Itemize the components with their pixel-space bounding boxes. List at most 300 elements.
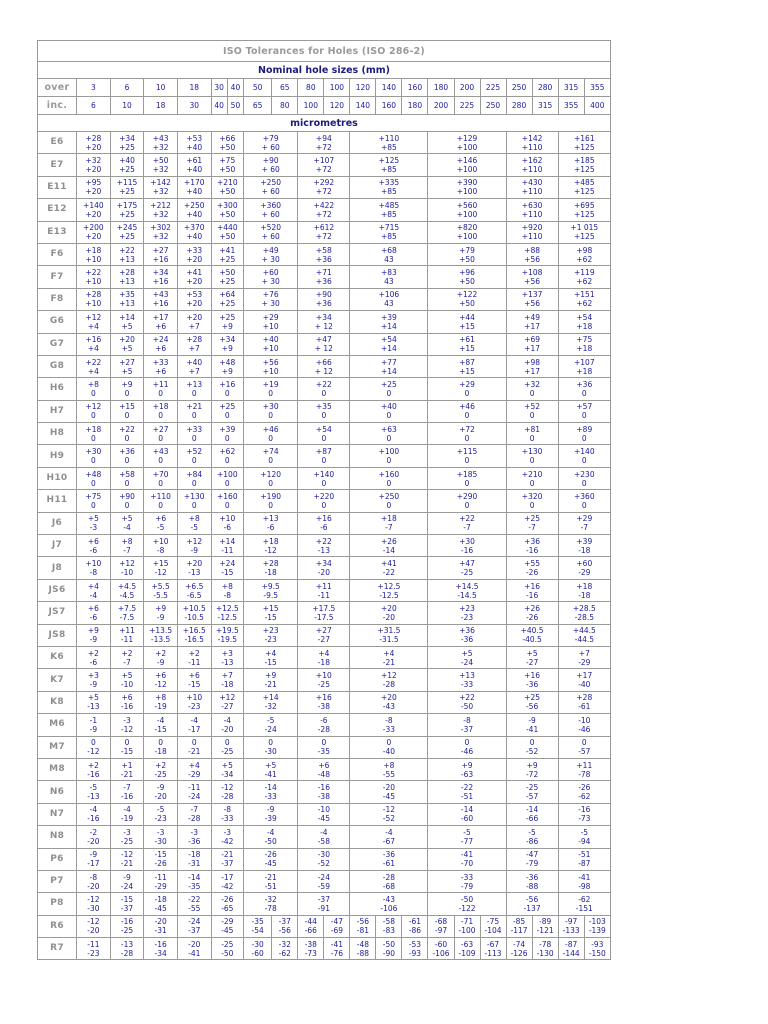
over-size-cell: 30 [211,79,227,97]
upper-deviation: +4 [383,648,395,658]
lower-deviation: 0 [529,433,535,443]
lower-deviation: -4 [89,590,98,600]
lower-deviation: +20 [85,209,102,219]
tolerance-cell [402,915,428,937]
tolerance-cell [244,266,298,288]
grade-label: H11 [38,490,77,512]
tolerance-cell [428,176,506,198]
upper-deviation: 0 [321,738,327,748]
tolerance-cell [211,803,244,825]
upper-deviation: +25 [219,312,236,322]
grade-row [38,758,611,780]
upper-deviation: 0 [581,738,587,748]
upper-deviation: -53 [408,939,422,949]
tolerance-cell [110,266,144,288]
upper-deviation: +520 [260,223,281,233]
tolerance-cell [558,199,610,221]
lower-deviation: -36 [188,836,201,846]
grade-label: E7 [38,154,77,176]
tolerance-cell [506,467,558,489]
tolerance-cell [177,199,211,221]
upper-deviation: +32 [524,379,540,389]
upper-deviation: +335 [378,178,400,188]
upper-deviation: +29 [576,514,593,524]
upper-deviation: +160 [378,469,400,479]
lower-deviation: -19 [120,814,134,824]
upper-deviation: +46 [262,424,279,434]
upper-deviation: -7 [123,783,131,793]
tolerance-cell [376,938,402,960]
tolerance-cell [244,512,298,534]
tolerance-cell [77,803,111,825]
tolerance-cell [558,512,610,534]
tolerance-cell [77,154,111,176]
upper-deviation: -93 [591,939,604,949]
tolerance-cell [298,602,350,624]
tolerance-cell [144,736,178,758]
upper-deviation: +18 [381,514,397,524]
upper-deviation: +8 [87,379,99,389]
upper-deviation: +100 [217,469,238,479]
lower-deviation: +85 [381,232,397,242]
tolerance-cell [144,266,178,288]
tolerance-cell [211,736,244,758]
lower-deviation: -7 [463,523,471,533]
tolerance-cell [558,579,610,601]
upper-deviation: +110 [150,491,171,501]
upper-deviation: +11 [315,581,332,591]
upper-deviation: +2 [87,760,99,770]
lower-deviation: -61 [578,702,591,712]
inc-size-cell: 30 [177,97,211,115]
upper-deviation: +160 [217,491,238,501]
upper-deviation: +122 [456,290,478,300]
upper-deviation: +40.5 [520,626,544,636]
lower-deviation: -16 [525,545,539,555]
tolerance-cell [144,445,178,467]
upper-deviation: +7 [221,671,233,681]
lower-deviation: -15 [264,612,277,622]
upper-deviation: +88 [524,245,540,255]
lower-deviation: -126 [510,948,528,958]
lower-deviation: 0 [158,456,163,466]
upper-deviation: +52 [524,402,540,412]
lower-deviation: -30 [87,903,100,913]
upper-deviation: 0 [464,738,470,748]
lower-deviation: -16.5 [184,635,204,645]
tolerance-cell [428,579,506,601]
tolerance-cell [244,624,298,646]
upper-deviation: +22 [315,379,332,389]
lower-deviation: -43 [382,702,396,712]
tolerance-cell [584,938,610,960]
upper-deviation: +68 [381,245,397,255]
upper-deviation: +98 [524,357,540,367]
tolerance-cell [144,400,178,422]
tolerance-cell [558,333,610,355]
lower-deviation: +20 [85,187,102,197]
over-size-cell: 6 [110,79,144,97]
grade-row [38,714,611,736]
upper-deviation: +119 [574,268,595,278]
tolerance-cell [177,557,211,579]
tolerance-cell [350,199,428,221]
lower-deviation: 0 [158,500,163,510]
lower-deviation: +50 [219,232,236,242]
grade-label: N6 [38,781,77,803]
upper-deviation: -9 [89,850,98,860]
grade-row [38,826,611,848]
lower-deviation: -17 [188,724,201,734]
tolerance-cell [177,758,211,780]
upper-deviation: +48 [219,357,236,367]
tolerance-cell [144,557,178,579]
upper-deviation: +90 [262,156,279,166]
lower-deviation: +62 [576,299,593,309]
lower-deviation: -37 [221,859,234,869]
lower-deviation: -18 [221,680,234,690]
lower-deviation: +16 [152,277,169,287]
grade-label: H6 [38,378,77,400]
upper-deviation: +715 [378,223,400,233]
lower-deviation: -12 [154,568,167,578]
over-size-cell: 315 [558,79,584,97]
lower-deviation: -28 [188,814,201,824]
tolerance-cell [298,938,324,960]
tolerance-cell [244,803,298,825]
over-size-cell: 160 [402,79,428,97]
tolerance-cell [428,378,506,400]
tolerance-cell [350,915,376,937]
tolerance-cell [177,646,211,668]
upper-deviation: -50 [460,894,474,904]
lower-deviation: + 60 [261,232,280,242]
upper-deviation: -5 [528,827,536,837]
grade-label: G6 [38,311,77,333]
tolerance-cell [77,646,111,668]
upper-deviation: +10 [219,514,236,524]
upper-deviation: +50 [152,156,169,166]
grade-label: K6 [38,646,77,668]
tolerance-cell [110,646,144,668]
tolerance-cell [144,423,178,445]
lower-deviation: +4 [87,344,99,354]
tolerance-cell [428,243,506,265]
tolerance-cell [144,221,178,243]
tolerance-cell [428,132,506,154]
upper-deviation: +41 [219,245,236,255]
upper-deviation: +22 [459,514,475,524]
lower-deviation: -73 [578,814,591,824]
tolerance-cell [428,512,506,534]
upper-deviation: -3 [190,827,198,837]
upper-deviation: -24 [317,872,330,882]
upper-deviation: -20 [154,917,167,927]
tolerance-cell [177,624,211,646]
lower-deviation: -16 [525,590,539,600]
lower-deviation: -24 [264,724,277,734]
upper-deviation: +8 [188,514,200,524]
lower-deviation: +110 [521,142,543,152]
upper-deviation: -33 [460,872,474,882]
grade-row [38,646,611,668]
tolerance-cell [298,736,350,758]
upper-deviation: +16 [315,514,332,524]
lower-deviation: -20 [317,568,330,578]
tolerance-cell [428,311,506,333]
upper-deviation: +49 [524,312,540,322]
table-title: ISO Tolerances for Holes (ISO 286-2) [38,41,611,62]
tolerance-cell [428,870,506,892]
lower-deviation: -46 [460,747,474,757]
lower-deviation: +9 [221,366,233,376]
lower-deviation: -87 [578,859,591,869]
tolerance-cell [298,490,350,512]
upper-deviation: +212 [150,200,171,210]
tolerance-cell [177,378,211,400]
lower-deviation: 0 [191,433,197,443]
tolerance-cell [144,154,178,176]
grade-label: H10 [38,467,77,489]
upper-deviation: +8 [221,581,233,591]
lower-deviation: 0 [268,478,274,488]
tolerance-cell [350,266,428,288]
lower-deviation: +20 [85,142,102,152]
upper-deviation: -3 [123,827,131,837]
lower-deviation: 0 [464,411,470,421]
upper-deviation: +72 [459,424,475,434]
lower-deviation: 0 [191,500,197,510]
tolerance-cell [177,132,211,154]
lower-deviation: -90 [382,948,396,958]
lower-deviation: +32 [152,165,169,175]
tolerance-cell [144,535,178,557]
lower-deviation: -37 [460,724,474,734]
lower-deviation: -25 [317,680,330,690]
tolerance-cell [77,132,111,154]
tolerance-cell [324,915,350,937]
over-size-cell: 355 [584,79,610,97]
upper-deviation: -14 [188,872,201,882]
lower-deviation: 0 [90,456,96,466]
lower-deviation: -73 [304,948,317,958]
lower-deviation: -68 [382,881,396,891]
lower-deviation: -62 [278,948,291,958]
lower-deviation: -21 [120,859,134,869]
lower-deviation: -72 [525,769,539,779]
tolerance-cell [77,736,111,758]
upper-deviation: +137 [521,290,543,300]
over-row [38,79,611,97]
lower-deviation: -24 [188,792,201,802]
upper-deviation: -60 [434,939,448,949]
tolerance-cell [558,557,610,579]
lower-deviation: -69 [330,926,343,936]
lower-deviation: -48 [317,769,330,779]
upper-deviation: +25 [219,402,236,412]
lower-deviation: 0 [321,388,327,398]
lower-deviation: -78 [264,903,277,913]
lower-deviation: -100 [458,926,476,936]
lower-deviation: +25 [219,299,236,309]
lower-deviation: -41 [264,769,277,779]
upper-deviation: +9 [461,760,473,770]
lower-deviation: 0 [224,388,230,398]
upper-deviation: +17 [152,312,169,322]
lower-deviation: -97 [434,926,448,936]
tolerance-cell [350,288,428,310]
over-size-cell: 18 [177,79,211,97]
upper-deviation: +6 [318,760,330,770]
upper-deviation: +74 [262,447,279,457]
upper-deviation: +22 [119,424,135,434]
lower-deviation: +15 [459,321,475,331]
upper-deviation: +142 [521,133,543,143]
upper-deviation: -10 [317,805,330,815]
upper-deviation: +142 [150,178,171,188]
lower-deviation: -16 [87,769,100,779]
tolerance-cell [110,311,144,333]
grade-row [38,311,611,333]
lower-deviation: -4 [123,523,131,533]
lower-deviation: -19 [154,702,167,712]
lower-deviation: -25 [120,926,134,936]
upper-deviation: -16 [317,783,330,793]
upper-deviation: +36 [459,626,475,636]
grade-row [38,669,611,691]
lower-deviation: +110 [521,187,543,197]
lower-deviation: -5.5 [153,590,168,600]
tolerance-cell [110,445,144,467]
upper-deviation: -8 [89,872,98,882]
lower-deviation: -41 [188,948,201,958]
grade-row [38,691,611,713]
tolerance-cell [324,938,350,960]
upper-deviation: -36 [382,850,396,860]
tolerance-cell [506,669,558,691]
upper-deviation: -29 [221,917,234,927]
tolerance-cell [506,602,558,624]
upper-deviation: -5 [266,715,275,725]
lower-deviation: -45 [221,926,234,936]
upper-deviation: +52 [186,447,203,457]
tolerance-cell [298,579,350,601]
upper-deviation: 0 [224,738,230,748]
lower-deviation: +10 [262,344,279,354]
upper-deviation: -26 [578,783,591,793]
lower-deviation: -23 [188,702,201,712]
tolerance-cell [506,915,532,937]
tolerance-cell [298,803,350,825]
lower-deviation: +32 [152,209,169,219]
tolerance-cell [177,714,211,736]
lower-deviation: 0 [191,478,197,488]
lower-deviation: -30 [264,747,277,757]
tolerance-cell [558,176,610,198]
upper-deviation: -16 [120,917,134,927]
tolerance-cell [77,243,111,265]
lower-deviation: -6 [266,523,275,533]
upper-deviation: -7 [190,805,198,815]
upper-deviation: +36 [119,447,135,457]
lower-deviation: +18 [576,366,593,376]
upper-deviation: +106 [378,290,400,300]
tolerance-cell [211,535,244,557]
lower-deviation: -93 [408,948,422,958]
lower-deviation: 0 [386,411,392,421]
tolerance-cell [558,266,610,288]
tolerance-cell [110,512,144,534]
lower-deviation: -25 [154,769,167,779]
grade-row [38,378,611,400]
lower-deviation: +4 [87,321,99,331]
upper-deviation: +6 [188,671,200,681]
tolerance-cell [428,400,506,422]
inc-size-cell: 65 [244,97,272,115]
upper-deviation: +30 [85,447,102,457]
lower-deviation: -7 [123,545,131,555]
lower-deviation: -17 [87,859,100,869]
lower-deviation: +125 [574,209,595,219]
upper-deviation: +87 [459,357,475,367]
upper-deviation: +33 [186,424,203,434]
upper-deviation: +12.5 [377,581,401,591]
tolerance-cell [506,803,558,825]
upper-deviation: -35 [251,917,264,927]
tolerance-cell [110,758,144,780]
lower-deviation: +17 [524,366,540,376]
grade-label: R6 [38,915,77,937]
lower-deviation: 0 [124,478,130,488]
upper-deviation: +27 [152,245,169,255]
lower-deviation: -55 [382,769,396,779]
upper-deviation: -41 [578,872,591,882]
lower-deviation: -39 [264,814,277,824]
upper-deviation: -51 [578,850,591,860]
lower-deviation: -12.5 [217,612,238,622]
lower-deviation: -33 [221,814,234,824]
upper-deviation: +36 [576,379,593,389]
tolerance-cell [244,311,298,333]
tolerance-cell [77,266,111,288]
tolerance-cell [350,691,428,713]
upper-deviation: +360 [574,491,595,501]
lower-deviation: +20 [186,299,203,309]
tolerance-cell [77,355,111,377]
upper-deviation: +14 [262,693,279,703]
lower-deviation: -150 [588,948,606,958]
tolerance-cell [144,870,178,892]
lower-deviation: -12 [154,680,167,690]
upper-deviation: +22 [85,268,102,278]
tolerance-cell [350,736,428,758]
grade-label: JS7 [38,602,77,624]
lower-deviation: -9 [190,545,198,555]
tolerance-cell [77,378,111,400]
upper-deviation: +76 [262,290,279,300]
tolerance-cell [177,445,211,467]
tolerance-cell [144,602,178,624]
upper-deviation: -9 [266,805,275,815]
upper-deviation: +3 [87,671,99,681]
lower-deviation: -41 [525,724,539,734]
grade-label: P8 [38,893,77,915]
lower-deviation: +40 [186,165,203,175]
tolerance-cell [144,311,178,333]
upper-deviation: +55 [524,559,540,569]
upper-deviation: +34 [315,312,332,322]
tolerance-cell [110,132,144,154]
